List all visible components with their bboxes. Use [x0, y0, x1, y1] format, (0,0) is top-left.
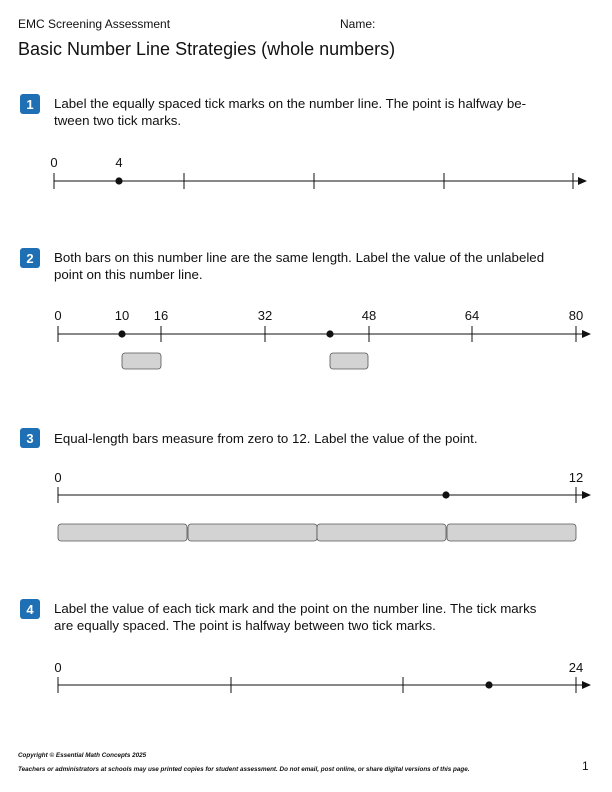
question-2-badge: 2	[20, 248, 40, 268]
measure-bar	[188, 524, 317, 541]
number-line-2-label: 0	[54, 308, 62, 323]
number-line-1-arrowhead	[578, 177, 587, 185]
number-line-4-label: 24	[568, 660, 584, 675]
number-line-4-point	[485, 681, 492, 688]
question-1-text	[54, 95, 594, 129]
number-line-3-label: 0	[54, 470, 62, 485]
measure-bar	[58, 524, 187, 541]
number-line-1-label-0: 0	[50, 155, 58, 170]
question-2-line-2: point on this number line.	[54, 267, 203, 282]
number-line-2-label: 16	[153, 308, 169, 323]
number-line-2-label: 32	[257, 308, 273, 323]
question-2-text	[54, 249, 594, 283]
number-line-2-point	[118, 330, 125, 337]
question-1-line-2: tween two tick marks.	[54, 113, 182, 128]
question-4-line-1: Label the value of each tick mark and the point on the number line. The tick marks	[54, 601, 537, 616]
number-line-2-label: 10	[114, 308, 130, 323]
question-3-badge: 3	[20, 428, 40, 448]
measure-bar	[122, 353, 161, 369]
number-line-4-label: 0	[54, 660, 62, 675]
copyright-notice: Copyright © Essential Math Concepts 2025	[18, 752, 147, 759]
number-line-3-arrowhead	[582, 491, 591, 499]
measure-bar	[317, 524, 446, 541]
page-title: Basic Number Line Strategies (whole numbers)	[18, 39, 396, 59]
measure-bar	[447, 524, 576, 541]
number-line-1-group	[50, 155, 587, 189]
usage-notice: Teachers or administrators at schools may use printed copies for student assessment. Do not email, post online, or share digital versions of this page.	[18, 766, 470, 773]
measure-bar	[330, 353, 368, 369]
question-2-line-1: Both bars on this number line are the same length. Label the value of the unlabeled	[54, 250, 545, 265]
question-4-badge: 4	[20, 599, 40, 619]
assessment-title: EMC Screening Assessment	[18, 17, 171, 31]
number-line-4-group	[54, 660, 591, 693]
number-line-4-arrowhead	[582, 681, 591, 689]
number-line-2-label: 80	[568, 308, 584, 323]
number-line-3-group	[54, 470, 591, 541]
number-line-3-label: 12	[568, 470, 584, 485]
question-4-text	[54, 600, 599, 634]
number-line-2-group	[54, 308, 591, 369]
number-line-1-label-4: 4	[115, 155, 123, 170]
number-line-2-arrowhead	[582, 330, 591, 338]
name-label: Name:	[340, 17, 376, 31]
question-3-text	[54, 430, 594, 447]
page-number: 1	[582, 759, 589, 773]
question-1-badge: 1	[20, 94, 40, 114]
number-line-2-point	[326, 330, 333, 337]
number-line-3-point	[442, 491, 449, 498]
question-1-line-1: Label the equally spaced tick marks on the number line. The point is halfway be-	[54, 96, 527, 111]
number-line-1-point	[115, 177, 122, 184]
number-line-2-label: 64	[464, 308, 480, 323]
question-4-line-2: are equally spaced. The point is halfway between two tick marks.	[54, 618, 436, 633]
number-line-2-label: 48	[361, 308, 377, 323]
question-3-line-1: Equal-length bars measure from zero to 12. Label the value of the point.	[54, 431, 478, 446]
